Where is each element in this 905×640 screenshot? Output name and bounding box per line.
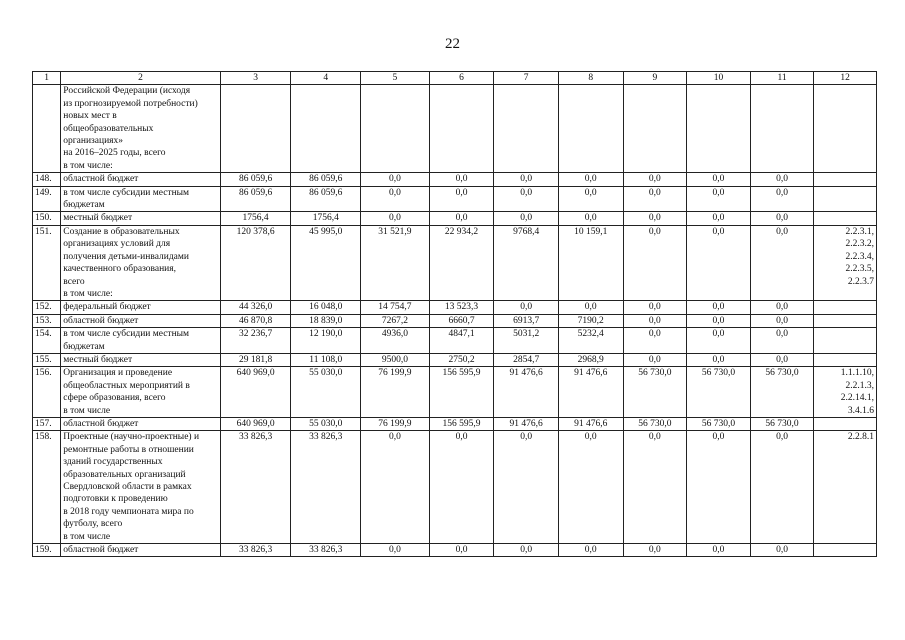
reference-cell xyxy=(814,417,877,430)
page-number: 22 xyxy=(445,36,460,52)
value-cell-col10: 0,0 xyxy=(687,353,751,366)
table-row xyxy=(33,431,877,544)
value-cell-col10: 0,0 xyxy=(687,328,751,354)
value-cell-col6: 0,0 xyxy=(429,431,494,544)
value-cell-col8: 0,0 xyxy=(558,431,623,544)
reference-cell xyxy=(814,212,877,225)
row-name-cell: местный бюджет xyxy=(61,353,221,366)
value-cell-col8: 0,0 xyxy=(558,186,623,212)
value-cell-col9: 0,0 xyxy=(623,225,687,300)
row-number-cell: 150. xyxy=(33,212,61,225)
value-cell-col6: 13 523,3 xyxy=(429,301,494,314)
value-cell-col4: 55 030,0 xyxy=(291,367,361,418)
value-cell-col4: 86 059,6 xyxy=(291,186,361,212)
value-cell-col4: 16 048,0 xyxy=(291,301,361,314)
value-cell-col9: 0,0 xyxy=(623,301,687,314)
value-cell-col11: 0,0 xyxy=(750,212,814,225)
row-number-cell xyxy=(33,85,61,173)
value-cell-col8: 0,0 xyxy=(558,173,623,186)
row-name-cell: Создание в образовательных организациях условий для получения детьми-инвалидами качественного образования, всего в том числе: xyxy=(61,225,221,300)
value-cell-col5: 0,0 xyxy=(361,173,430,186)
value-cell-col4: 33 826,3 xyxy=(291,544,361,557)
reference-cell xyxy=(814,544,877,557)
row-name-cell: в том числе субсидии местным бюджетам xyxy=(61,328,221,354)
row-name-cell: областной бюджет xyxy=(61,544,221,557)
table-row xyxy=(33,328,877,354)
row-number-cell: 153. xyxy=(33,314,61,327)
row-number-cell: 157. xyxy=(33,417,61,430)
value-cell-col8: 5232,4 xyxy=(558,328,623,354)
value-cell-col9: 0,0 xyxy=(623,431,687,544)
value-cell-col8: 0,0 xyxy=(558,301,623,314)
value-cell-col3: 120 378,6 xyxy=(220,225,291,300)
table-row xyxy=(33,417,877,430)
value-cell-col4: 45 995,0 xyxy=(291,225,361,300)
table-row xyxy=(33,173,877,186)
value-cell-col3: 640 969,0 xyxy=(220,367,291,418)
value-cell-col7 xyxy=(494,85,559,173)
header-cell-8: 8 xyxy=(558,72,623,85)
table-row xyxy=(33,544,877,557)
value-cell-col3: 32 236,7 xyxy=(220,328,291,354)
row-number-cell: 159. xyxy=(33,544,61,557)
reference-cell: 2.2.3.1, 2.2.3.2, 2.2.3.4, 2.2.3.5, 2.2.3.7 xyxy=(814,225,877,300)
value-cell-col9: 0,0 xyxy=(623,212,687,225)
value-cell-col8: 7190,2 xyxy=(558,314,623,327)
value-cell-col3: 46 870,8 xyxy=(220,314,291,327)
value-cell-col7: 91 476,6 xyxy=(494,367,559,418)
value-cell-col9: 0,0 xyxy=(623,328,687,354)
value-cell-col9: 0,0 xyxy=(623,186,687,212)
reference-cell xyxy=(814,186,877,212)
value-cell-col10: 0,0 xyxy=(687,431,751,544)
value-cell-col4: 12 190,0 xyxy=(291,328,361,354)
table-row xyxy=(33,186,877,212)
value-cell-col7: 0,0 xyxy=(494,212,559,225)
row-name-cell: в том числе субсидии местным бюджетам xyxy=(61,186,221,212)
table-row xyxy=(33,225,877,300)
value-cell-col7: 0,0 xyxy=(494,186,559,212)
value-cell-col4 xyxy=(291,85,361,173)
header-cell-9: 9 xyxy=(623,72,687,85)
value-cell-col11: 56 730,0 xyxy=(750,367,814,418)
value-cell-col8 xyxy=(558,85,623,173)
value-cell-col7: 6913,7 xyxy=(494,314,559,327)
value-cell-col6: 22 934,2 xyxy=(429,225,494,300)
row-name-cell: областной бюджет xyxy=(61,417,221,430)
row-number-cell: 154. xyxy=(33,328,61,354)
reference-cell: 2.2.8.1 xyxy=(814,431,877,544)
reference-cell xyxy=(814,353,877,366)
value-cell-col8: 91 476,6 xyxy=(558,367,623,418)
value-cell-col4: 33 826,3 xyxy=(291,431,361,544)
value-cell-col9: 0,0 xyxy=(623,173,687,186)
header-cell-7: 7 xyxy=(494,72,559,85)
row-number-cell: 151. xyxy=(33,225,61,300)
reference-cell xyxy=(814,328,877,354)
value-cell-col10: 0,0 xyxy=(687,186,751,212)
value-cell-col6: 0,0 xyxy=(429,212,494,225)
value-cell-col11: 0,0 xyxy=(750,225,814,300)
reference-cell xyxy=(814,173,877,186)
value-cell-col5: 0,0 xyxy=(361,544,430,557)
value-cell-col5: 9500,0 xyxy=(361,353,430,366)
value-cell-col6: 156 595,9 xyxy=(429,417,494,430)
value-cell-col5: 7267,2 xyxy=(361,314,430,327)
value-cell-col10: 0,0 xyxy=(687,301,751,314)
value-cell-col4: 86 059,6 xyxy=(291,173,361,186)
value-cell-col7: 0,0 xyxy=(494,173,559,186)
value-cell-col7: 0,0 xyxy=(494,431,559,544)
value-cell-col10: 56 730,0 xyxy=(687,417,751,430)
table-header-row xyxy=(33,72,877,85)
value-cell-col3: 86 059,6 xyxy=(220,186,291,212)
row-number-cell: 158. xyxy=(33,431,61,544)
table-row xyxy=(33,301,877,314)
value-cell-col11: 0,0 xyxy=(750,314,814,327)
value-cell-col10: 0,0 xyxy=(687,544,751,557)
table-row xyxy=(33,314,877,327)
value-cell-col11: 0,0 xyxy=(750,431,814,544)
value-cell-col6 xyxy=(429,85,494,173)
value-cell-col9: 0,0 xyxy=(623,314,687,327)
value-cell-col9: 0,0 xyxy=(623,353,687,366)
value-cell-col10: 0,0 xyxy=(687,225,751,300)
value-cell-col7: 0,0 xyxy=(494,301,559,314)
value-cell-col6: 2750,2 xyxy=(429,353,494,366)
header-cell-1: 1 xyxy=(33,72,61,85)
value-cell-col10: 56 730,0 xyxy=(687,367,751,418)
value-cell-col8: 91 476,6 xyxy=(558,417,623,430)
value-cell-col6: 0,0 xyxy=(429,173,494,186)
row-number-cell: 149. xyxy=(33,186,61,212)
value-cell-col6: 156 595,9 xyxy=(429,367,494,418)
value-cell-col5: 14 754,7 xyxy=(361,301,430,314)
value-cell-col11: 56 730,0 xyxy=(750,417,814,430)
header-cell-11: 11 xyxy=(750,72,814,85)
value-cell-col5: 0,0 xyxy=(361,431,430,544)
value-cell-col4: 55 030,0 xyxy=(291,417,361,430)
row-number-cell: 155. xyxy=(33,353,61,366)
value-cell-col8: 0,0 xyxy=(558,212,623,225)
value-cell-col11: 0,0 xyxy=(750,301,814,314)
value-cell-col10: 0,0 xyxy=(687,212,751,225)
value-cell-col4: 1756,4 xyxy=(291,212,361,225)
header-cell-10: 10 xyxy=(687,72,751,85)
row-number-cell: 148. xyxy=(33,173,61,186)
reference-cell xyxy=(814,85,877,173)
table-row xyxy=(33,212,877,225)
table-body xyxy=(33,72,877,557)
value-cell-col7: 5031,2 xyxy=(494,328,559,354)
value-cell-col6: 4847,1 xyxy=(429,328,494,354)
value-cell-col5: 76 199,9 xyxy=(361,417,430,430)
value-cell-col3: 33 826,3 xyxy=(220,544,291,557)
value-cell-col7: 9768,4 xyxy=(494,225,559,300)
value-cell-col8: 10 159,1 xyxy=(558,225,623,300)
row-name-cell: федеральный бюджет xyxy=(61,301,221,314)
row-name-cell: Организация и проведение общеобластных мероприятий в сфере образования, всего в том числе xyxy=(61,367,221,418)
value-cell-col8: 0,0 xyxy=(558,544,623,557)
value-cell-col3: 33 826,3 xyxy=(220,431,291,544)
value-cell-col3: 86 059,6 xyxy=(220,173,291,186)
value-cell-col8: 2968,9 xyxy=(558,353,623,366)
header-cell-5: 5 xyxy=(361,72,430,85)
value-cell-col6: 6660,7 xyxy=(429,314,494,327)
row-name-cell: областной бюджет xyxy=(61,314,221,327)
value-cell-col11: 0,0 xyxy=(750,186,814,212)
value-cell-col7: 2854,7 xyxy=(494,353,559,366)
header-cell-4: 4 xyxy=(291,72,361,85)
value-cell-col6: 0,0 xyxy=(429,186,494,212)
value-cell-col5: 4936,0 xyxy=(361,328,430,354)
value-cell-col9: 0,0 xyxy=(623,544,687,557)
value-cell-col3 xyxy=(220,85,291,173)
value-cell-col3: 640 969,0 xyxy=(220,417,291,430)
value-cell-col9 xyxy=(623,85,687,173)
value-cell-col5: 76 199,9 xyxy=(361,367,430,418)
table-row xyxy=(33,85,877,173)
value-cell-col4: 11 108,0 xyxy=(291,353,361,366)
row-number-cell: 156. xyxy=(33,367,61,418)
value-cell-col4: 18 839,0 xyxy=(291,314,361,327)
value-cell-col5 xyxy=(361,85,430,173)
reference-cell xyxy=(814,301,877,314)
row-name-cell: Российской Федерации (исходя из прогнозируемой потребности) новых мест в общеобразовательных организациях» на 2016–2025 годы, всего в том числе: xyxy=(61,85,221,173)
table-row xyxy=(33,367,877,418)
value-cell-col7: 91 476,6 xyxy=(494,417,559,430)
header-cell-12: 12 xyxy=(814,72,877,85)
header-cell-3: 3 xyxy=(220,72,291,85)
value-cell-col9: 56 730,0 xyxy=(623,417,687,430)
value-cell-col11: 0,0 xyxy=(750,173,814,186)
value-cell-col6: 0,0 xyxy=(429,544,494,557)
row-name-cell: областной бюджет xyxy=(61,173,221,186)
value-cell-col10 xyxy=(687,85,751,173)
value-cell-col5: 31 521,9 xyxy=(361,225,430,300)
value-cell-col5: 0,0 xyxy=(361,186,430,212)
value-cell-col10: 0,0 xyxy=(687,173,751,186)
value-cell-col3: 29 181,8 xyxy=(220,353,291,366)
value-cell-col9: 56 730,0 xyxy=(623,367,687,418)
budget-table xyxy=(32,71,877,557)
value-cell-col11: 0,0 xyxy=(750,353,814,366)
value-cell-col11 xyxy=(750,85,814,173)
value-cell-col10: 0,0 xyxy=(687,314,751,327)
value-cell-col7: 0,0 xyxy=(494,544,559,557)
value-cell-col5: 0,0 xyxy=(361,212,430,225)
reference-cell: 1.1.1.10, 2.2.1.3, 2.2.14.1, 3.4.1.6 xyxy=(814,367,877,418)
value-cell-col3: 1756,4 xyxy=(220,212,291,225)
row-name-cell: Проектные (научно-проектные) и ремонтные работы в отношении зданий государственных образовательных организаций Свердловской области в рамках подготовки к проведению в 2018 году чемпионата мира по футболу, всего в том числе xyxy=(61,431,221,544)
row-number-cell: 152. xyxy=(33,301,61,314)
value-cell-col3: 44 326,0 xyxy=(220,301,291,314)
value-cell-col11: 0,0 xyxy=(750,328,814,354)
table-row xyxy=(33,353,877,366)
value-cell-col11: 0,0 xyxy=(750,544,814,557)
row-name-cell: местный бюджет xyxy=(61,212,221,225)
header-cell-2: 2 xyxy=(61,72,221,85)
reference-cell xyxy=(814,314,877,327)
header-cell-6: 6 xyxy=(429,72,494,85)
